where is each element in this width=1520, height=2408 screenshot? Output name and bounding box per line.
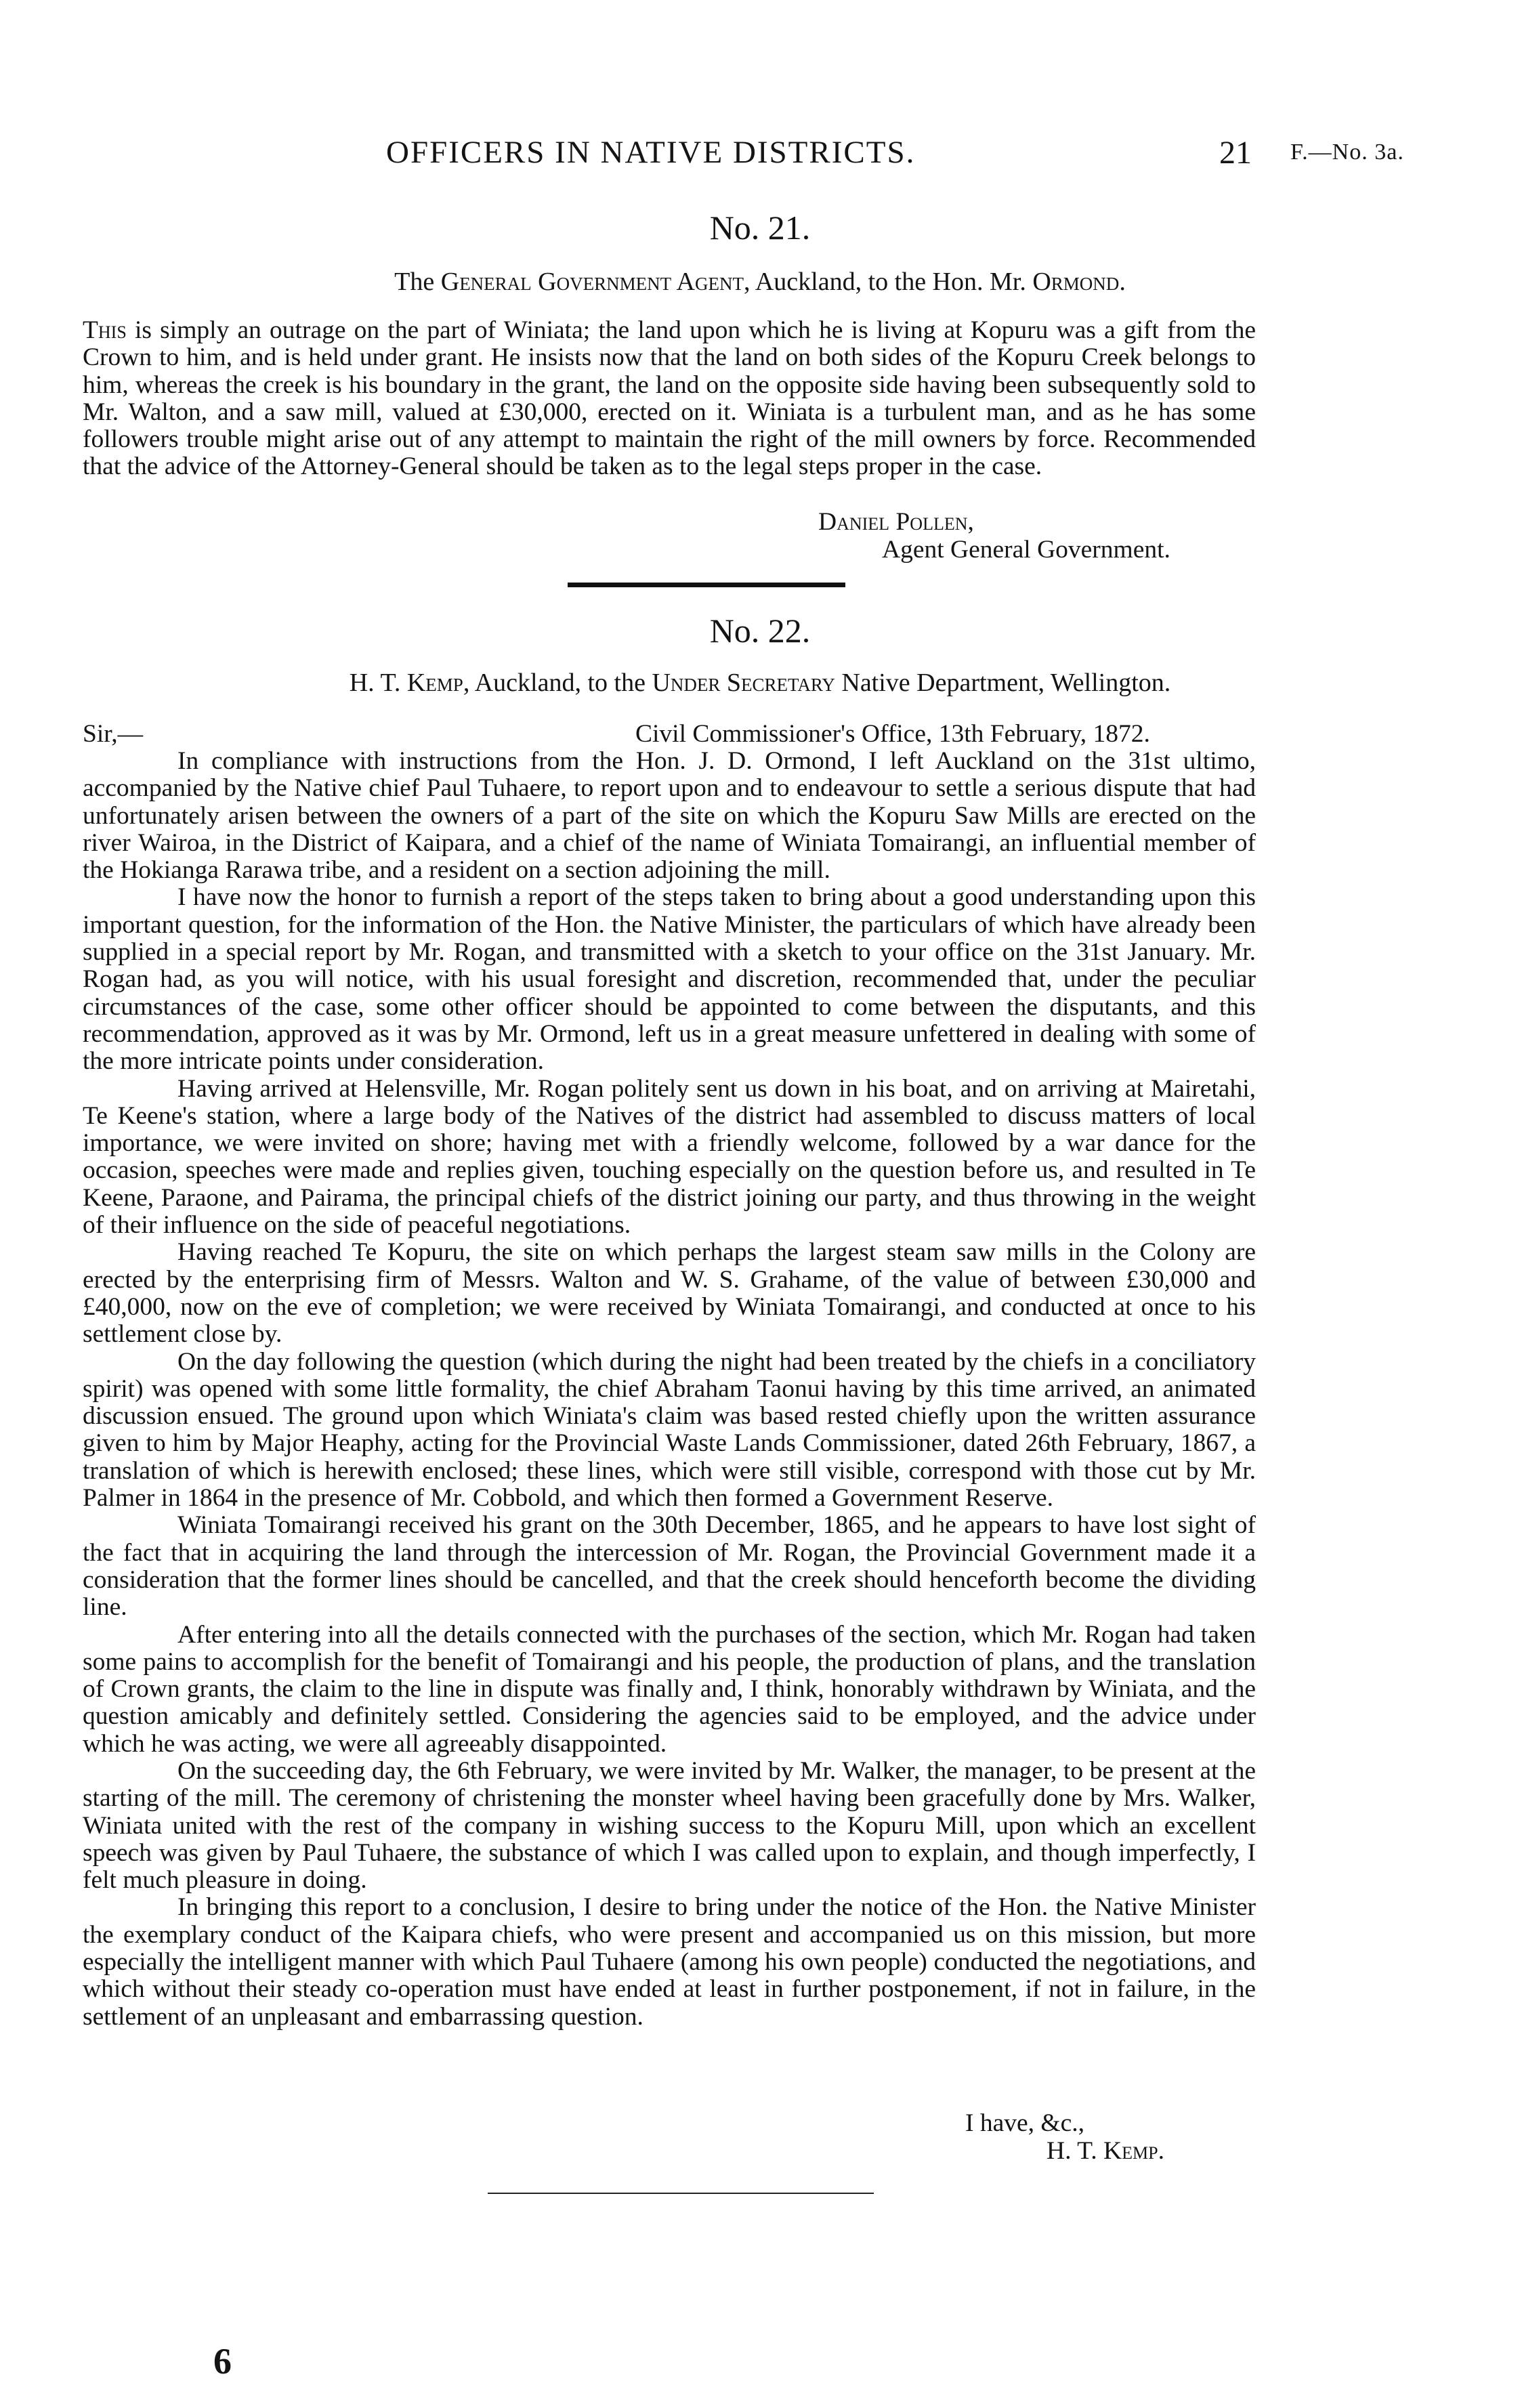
paragraph: Having reached Te Kopuru, the site on which perhaps the largest steam saw mills in the Colony are erected by the enterprising firm of Messrs. Walton and W. S. Grahame, of the value of between £30,000 and £40,000, now on the eve of completion; we were received by Winiata Tomairangi, and conducted at once to his settlement close by.: [83, 1238, 1256, 1349]
signature-mark: 6: [213, 2341, 232, 2382]
page-number: 21: [1219, 135, 1252, 171]
document-reference: F.—No. 3a.: [1290, 140, 1404, 165]
address-line-22: H. T. Kemp, Auckland, to the Under Secretary Native Department, Wellington.: [349, 669, 1171, 697]
address-line-21: The General Government Agent, Auckland, to the Hon. Mr. Ormond.: [394, 268, 1126, 296]
signature-title-21: Agent General Government.: [882, 536, 1170, 564]
salutation: Sir,—: [83, 720, 144, 748]
signature-name-21: Daniel Pollen,: [818, 508, 974, 536]
paragraph: On the succeeding day, the 6th February, we were invited by Mr. Walker, the manager, to be present at the starting of the mill. The ceremony of christening the monster wheel having been gracefully done by Mrs. Walker, Winiata united with the rest of the company in wishing success to the Kopuru Mill, upon which an excellent speech was given by Paul Tuhaere, the substance of which I was called upon to explain, and though imperfectly, I felt much pleasure in doing.: [83, 1756, 1256, 1895]
end-rule: [488, 2193, 874, 2194]
running-header: [0, 134, 1520, 182]
paragraph: This is simply an outrage on the part of Winiata; the land upon which he is living at Kopuru was a gift from the Crown to him, and is held under grant. He insists now that the land on both sides of the Kopuru Creek belongs to him, whereas the creek is his boundary in the grant, the land on the opposite side having been subsequently sold to Mr. Walton, and a saw mill, valued at £30,000, erected on it. Winiata is a turbulent man, and as he has some followers trouble might arise out of any attempt to maintain the right of the mill owners by force. Recommended that the advice of the Attorney-General should be taken as to the legal steps proper in the case.: [83, 316, 1256, 481]
paragraph: After entering into all the details connected with the purchases of the section, which Mr. Rogan had taken some pains to accomplish for the benefit of Tomairangi and his people, the production of plans, and the translation of Crown grants, the claim to the line in dispute was finally and, I think, honorably withdrawn by Winiata, and the question amicably and definitely settled. Considering the agencies said to be employed, and the advice under which he was acting, we were all agreeably disappointed.: [83, 1620, 1256, 1758]
paragraph: Having arrived at Helensville, Mr. Rogan politely sent us down in his boat, and on arriving at Mairetahi, Te Keene's station, where a large body of the Natives of the district had assembled to discuss matters of local importance, we were invited on shore; having met with a friendly welcome, followed by a war dance for the occasion, speeches were made and replies given, touching especially on the question before us, and resulted in Te Keene, Paraone, and Pairama, the principal chiefs of the district joining our party, and thus throwing in the weight of their influence on the side of peaceful negotiations.: [83, 1074, 1256, 1240]
running-title: OFFICERS IN NATIVE DISTRICTS.: [386, 135, 916, 170]
paragraph: On the day following the question (which during the night had been treated by the chiefs in a conciliatory spirit) was opened with some little formality, the chief Abraham Taonui having by this time arrived, an animated discussion ensued. The ground upon which Winiata's claim was based rested chiefly upon the written assurance given to him by Major Heaphy, acting for the Provincial Waste Lands Commissioner, dated 26th February, 1867, a translation of which is herewith enclosed; these lines, which were still visible, correspond with those cut by Mr. Palmer in 1864 in the presence of Mr. Cobbold, and which then formed a Government Reserve.: [83, 1347, 1256, 1513]
paragraph: Winiata Tomairangi received his grant on the 30th December, 1865, and he appears to have lost sight of the fact that in acquiring the land through the intercession of Mr. Rogan, the Provincial Government made it a consideration that the former lines should be cancelled, and that the creek should henceforth become the dividing line.: [83, 1511, 1256, 1622]
document-number-21: No. 21.: [709, 209, 811, 247]
document-number-22: No. 22.: [709, 612, 811, 650]
closing: I have, &c.,: [965, 2109, 1084, 2137]
letter-body-22: [83, 748, 1256, 2031]
dateline: Civil Commissioner's Office, 13th February, 1872.: [635, 720, 1150, 748]
letter-body-21: [83, 317, 1256, 481]
paragraph: In compliance with instructions from the Hon. J. D. Ormond, I left Auckland on the 31st ultimo, accompanied by the Native chief Paul Tuhaere, to report upon and to endeavour to settle a serious dispute that had unfortunately arisen between the owners of a part of the site on which the Kopuru Saw Mills are erected on the river Wairoa, in the District of Kaipara, and a chief of the name of Winiata Tomairangi, an influential member of the Hokianga Rarawa tribe, and a resident on a section adjoining the mill.: [83, 747, 1256, 885]
paragraph: I have now the honor to furnish a report of the steps taken to bring about a good understanding upon this important question, for the information of the Hon. the Native Minister, the particulars of which have already been supplied in a special report by Mr. Rogan, and transmitted with a sketch to your office on the 31st January. Mr. Rogan had, as you will notice, with his usual foresight and discretion, recommended that, under the peculiar circumstances of the case, some other officer should be appointed to come between the disputants, and this recommendation, approved as it was by Mr. Ormond, left us in a great measure unfettered in dealing with some of the more intricate points under consideration.: [83, 883, 1256, 1076]
signature-22: H. T. Kemp.: [1047, 2137, 1164, 2165]
paragraph: In bringing this report to a conclusion, I desire to bring under the notice of the Hon. the Native Minister the exemplary conduct of the Kaipara chiefs, who were present and accompanied us on this mission, but more especially the intelligent manner with which Paul Tuhaere (among his own people) conducted the negotiations, and which without their steady co-operation must have ended at least in further postponement, if not in failure, in the settlement of an unpleasant and embarrassing question.: [83, 1893, 1256, 2031]
section-divider: [568, 583, 845, 587]
